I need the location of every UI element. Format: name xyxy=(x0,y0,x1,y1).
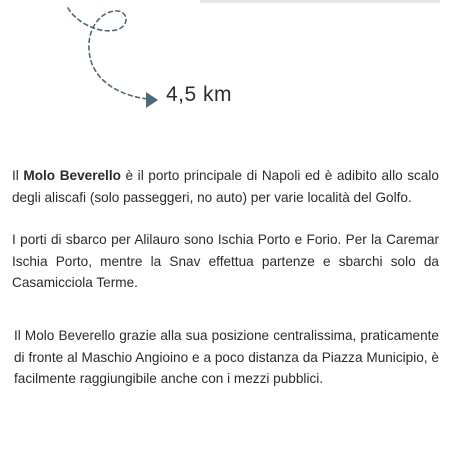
paragraph-ports: I porti di sbarco per Alilauro sono Ischia Porto e Forio. Per la Caremar Ischia Porto, mentre la Snav effettua partenze e sbarchi solo da Casamicciola Terme. xyxy=(12,232,439,290)
arrowhead-icon xyxy=(146,92,158,108)
paragraph-molo-beverello xyxy=(12,165,439,208)
paragraph-location: Il Molo Beverello grazie alla sua posizione centralissima, praticamente di fronte al Maschio Angioino e a poco distanza da Piazza Municipio, è facilmente raggiungibile anche con i mezzi pubblici. xyxy=(14,328,439,386)
dashed-route-graphic xyxy=(0,0,450,130)
molo-beverello-bold: Molo Beverello xyxy=(23,168,121,183)
paragraph-rest: è il porto principale di Napoli ed è adibito allo scalo degli aliscafi (solo passeggeri, no auto) per varie località del Golfo. xyxy=(12,168,439,205)
dashed-route-line xyxy=(68,8,148,99)
paragraph-lead: Il xyxy=(12,168,24,183)
distance-label: 4,5 km xyxy=(166,83,233,106)
